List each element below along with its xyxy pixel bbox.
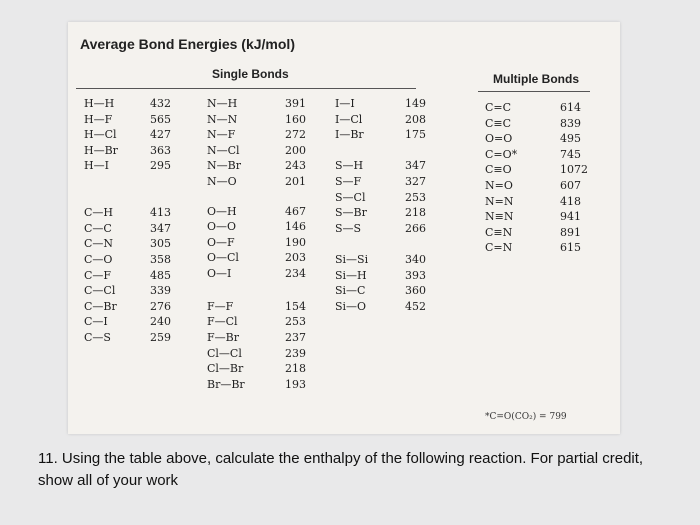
bond-energy-value: 565 <box>150 112 171 126</box>
bond-label: S—Br <box>335 206 367 220</box>
bond-label: I—I <box>335 97 355 110</box>
bond-label: O—F <box>207 235 235 249</box>
single-bonds-rule <box>76 88 416 89</box>
bond-label: H—Cl <box>84 128 117 142</box>
bond-label: C—Br <box>84 299 117 313</box>
bond-label: I—Br <box>335 128 364 142</box>
bond-energy-value: 360 <box>405 284 426 298</box>
bond-label: C—F <box>84 268 112 282</box>
bond-energy-value: 339 <box>150 284 171 298</box>
bond-energy-value: 340 <box>405 253 426 266</box>
bond-energy-value: 218 <box>285 362 306 376</box>
bond-energy-value: 363 <box>150 143 171 157</box>
bond-label: N—Br <box>207 159 241 173</box>
bond-label: Si—C <box>335 284 366 298</box>
question-text: 11. Using the table above, calculate the enthalpy of the following reaction. For partial credit, show all of your work <box>38 450 644 489</box>
bond-label: Si—O <box>335 299 367 313</box>
bond-energy-value: 200 <box>285 143 306 157</box>
bond-label: C=N <box>485 241 513 255</box>
bond-label: O—H <box>207 204 237 218</box>
bond-energy-value: 347 <box>405 159 426 173</box>
bond-label: N—O <box>207 175 237 188</box>
bond-label: C—Cl <box>84 284 116 298</box>
bond-label: N—F <box>207 128 236 142</box>
bond-label: O=O <box>485 132 513 146</box>
bond-energy-value: 467 <box>285 204 306 218</box>
bond-energy-value: 201 <box>285 175 306 188</box>
bond-energy-value: 146 <box>285 220 306 234</box>
bond-label: C≡N <box>485 225 513 239</box>
bond-energy-value: 413 <box>150 206 171 220</box>
bond-label: H—H <box>84 97 115 110</box>
bond-label: H—Br <box>84 143 118 157</box>
bond-label: N—N <box>207 112 238 126</box>
bond-energy-value: 208 <box>405 112 426 126</box>
bond-label: N≡N <box>485 210 514 224</box>
bond-label: C—I <box>84 315 108 329</box>
bond-energy-value: 240 <box>150 315 171 329</box>
bond-energy-value: 607 <box>560 179 581 192</box>
bond-energy-value: 485 <box>150 268 171 282</box>
bond-energy-value: 347 <box>150 221 171 235</box>
bond-label: Si—Si <box>335 253 369 266</box>
table-title: Average Bond Energies (kJ/mol) <box>80 36 295 52</box>
bond-energy-value: 272 <box>285 128 306 142</box>
bond-energy-value: 266 <box>405 221 426 235</box>
bond-label: N=O <box>485 179 513 192</box>
bond-energy-value: 253 <box>285 315 306 329</box>
bond-energy-value: 237 <box>285 331 306 344</box>
bond-label: Si—H <box>335 268 367 282</box>
bond-energy-value: 175 <box>405 128 426 142</box>
bond-label: O—Cl <box>207 251 239 265</box>
bond-energy-value: 193 <box>285 377 306 391</box>
bond-energy-value: 614 <box>560 101 581 114</box>
bond-energy-value: 745 <box>560 147 581 161</box>
footnote: *C=O(CO₂) = 799 <box>485 412 567 422</box>
bond-label: O—I <box>207 267 232 281</box>
bond-energy-value: 941 <box>560 210 581 224</box>
bond-energy-value: 295 <box>150 159 171 173</box>
bond-energy-value: 327 <box>405 175 426 188</box>
bond-energy-value: 218 <box>405 206 426 220</box>
bond-energy-value: 839 <box>560 116 581 130</box>
bond-label: C=O* <box>485 147 518 161</box>
bond-energy-value: 160 <box>285 112 306 126</box>
bond-label: N—H <box>207 97 238 110</box>
bond-energy-value: 149 <box>405 97 426 110</box>
bond-energy-value: 154 <box>285 299 306 313</box>
bond-label: C—C <box>84 221 112 235</box>
bond-energy-value: 391 <box>285 97 306 110</box>
bond-energy-value: 891 <box>560 225 581 239</box>
bond-label: F—Cl <box>207 315 238 329</box>
bond-label: H—I <box>84 159 109 173</box>
bond-energy-value: 234 <box>285 267 306 281</box>
bond-label: N—Cl <box>207 143 240 157</box>
bond-label: C—S <box>84 331 111 344</box>
bond-label: Cl—Br <box>207 362 244 376</box>
bond-label: N=N <box>485 194 514 208</box>
bond-label: C=C <box>485 101 512 114</box>
bond-label: I—Cl <box>335 112 363 126</box>
bond-energy-value: 305 <box>150 237 171 251</box>
bond-label: S—H <box>335 159 364 173</box>
bond-energy-value: 1072 <box>560 163 588 177</box>
bond-label: S—F <box>335 175 362 188</box>
bond-label: C≡C <box>485 116 512 130</box>
bond-energy-value: 615 <box>560 241 581 255</box>
multiple-bonds-header: Multiple Bonds <box>493 72 579 86</box>
bond-energy-value: 452 <box>405 299 426 313</box>
bond-label: F—Br <box>207 331 239 344</box>
bond-label: H—F <box>84 112 113 126</box>
bond-label: C≡O <box>485 163 512 177</box>
bond-energy-value: 190 <box>285 235 306 249</box>
bond-label: Cl—Cl <box>207 346 242 360</box>
bond-energy-value: 427 <box>150 128 171 142</box>
bond-energy-value: 259 <box>150 331 171 344</box>
bond-label: S—Cl <box>335 190 366 204</box>
bond-energy-value: 418 <box>560 194 581 208</box>
bond-label: O—O <box>207 220 237 234</box>
bond-energy-value: 239 <box>285 346 306 360</box>
bond-energy-value: 243 <box>285 159 306 173</box>
bond-label: C—O <box>84 253 113 266</box>
bond-label: S—S <box>335 221 362 235</box>
bond-energy-value: 253 <box>405 190 426 204</box>
bond-energy-value: 358 <box>150 253 171 266</box>
single-bonds-header: Single Bonds <box>212 67 289 81</box>
bond-energy-value: 432 <box>150 97 171 110</box>
bond-energy-value: 495 <box>560 132 581 146</box>
bond-label: C—H <box>84 206 114 220</box>
bond-label: F—F <box>207 299 234 313</box>
bond-energy-value: 203 <box>285 251 306 265</box>
bond-label: C—N <box>84 237 114 251</box>
bond-label: Br—Br <box>207 377 245 391</box>
bond-energy-value: 393 <box>405 268 426 282</box>
bond-energy-value: 276 <box>150 299 171 313</box>
multiple-bonds-rule <box>478 91 590 92</box>
